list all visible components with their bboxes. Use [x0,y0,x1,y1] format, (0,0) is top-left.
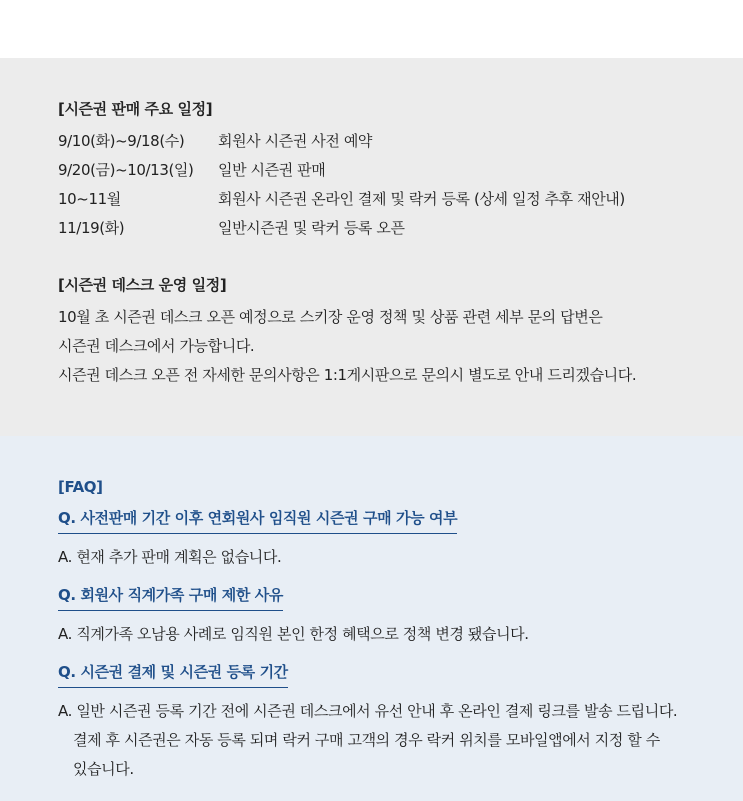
faq-answer [58,697,743,784]
desk-line: 10월 초 시즌권 데스크 오픈 예정으로 스키장 운영 정책 및 상품 관련 세부 문의 답변은 [58,308,603,326]
schedule-date: 9/10(화)~9/18(수) [58,132,185,150]
faq-item [58,662,743,784]
schedule-row [58,189,743,218]
faq-item [58,585,743,649]
schedule-section [0,58,743,436]
desk-title: [시즌권 데스크 운영 일정] [58,276,227,294]
schedule-date: 11/19(화) [58,219,125,237]
schedule-row [58,218,743,247]
schedule-row [58,131,743,160]
schedule-date: 9/20(금)~10/13(일) [58,161,194,179]
schedule-title: [시즌권 판매 주요 일정] [58,100,213,118]
faq-answer [58,620,743,649]
faq-answer [58,543,743,572]
top-spacer [0,0,743,58]
desk-line: 시즌권 데스크 오픈 전 자세한 문의사항은 1:1게시판으로 문의시 별도로 안내 드리겠습니다. [58,366,637,384]
desk-line: 시즌권 데스크에서 가능합니다. [58,337,255,355]
faq-answer-line: A. 현재 추가 판매 계획은 없습니다. [58,548,282,566]
faq-question: Q. 시즌권 결제 및 시즌권 등록 기간 [58,662,288,688]
faq-question: Q. 사전판매 기간 이후 연회원사 임직원 시즌권 구매 가능 여부 [58,508,457,534]
schedule-desc: 회원사 시즌권 사전 예약 [218,132,373,150]
faq-item [58,508,743,572]
faq-answer-line: 결제 후 시즌권은 자동 등록 되며 락커 구매 고객의 경우 락커 위치를 모바일앱에서 지정 할 수 [73,731,660,749]
schedule-date: 10~11월 [58,190,121,208]
schedule-row [58,160,743,189]
schedule-desc: 일반 시즌권 판매 [218,161,326,179]
schedule-desc: 회원사 시즌권 온라인 결제 및 락커 등록 (상세 일정 추후 재안내) [218,190,625,208]
schedule-desc: 일반시즌권 및 락커 등록 오픈 [218,219,405,237]
faq-answer-line: A. 직계가족 오남용 사례로 임직원 본인 한정 혜택으로 정책 변경 됐습니다. [58,625,529,643]
faq-section [0,436,743,801]
faq-answer-line: A. 일반 시즌권 등록 기간 전에 시즌권 데스크에서 유선 안내 후 온라인 결제 링크를 발송 드립니다. [58,702,678,720]
faq-title: [FAQ] [58,478,103,496]
faq-answer-line: 있습니다. [73,760,134,778]
faq-question: Q. 회원사 직계가족 구매 제한 사유 [58,585,283,611]
